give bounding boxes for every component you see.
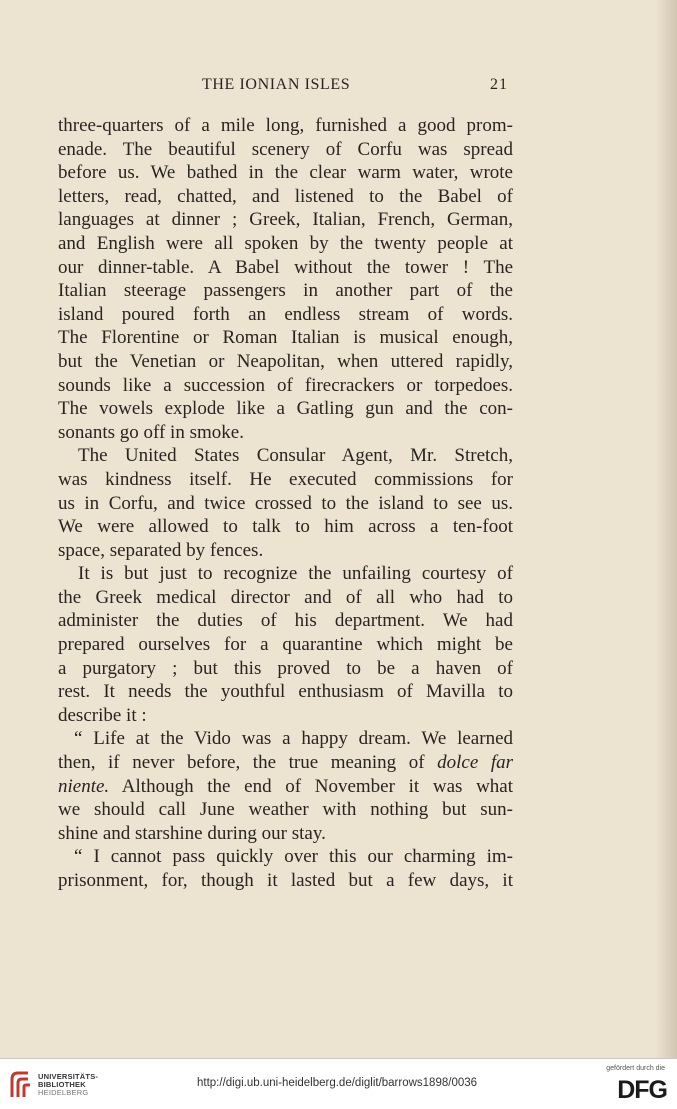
text-line: prisonment, for, though it lasted but a few days, it: [58, 870, 513, 891]
library-logo[interactable]: [8, 1067, 99, 1103]
text-line: sounds like a succession of firecrackers or torpedoes.: [58, 374, 513, 396]
text-line: “ I cannot pass quickly over this our charming im-: [74, 846, 513, 868]
text-line: The United States Consular Agent, Mr. Stretch,: [78, 445, 513, 467]
text-line: The Florentine or Roman Italian is musical enough,: [58, 327, 513, 349]
text-line: and English were all spoken by the twenty people at: [58, 232, 513, 254]
dfg-logo[interactable]: DFG: [617, 1076, 667, 1104]
running-title: THE IONIAN ISLES: [202, 76, 351, 93]
text-line: Italian steerage passengers in another part of the: [58, 280, 513, 302]
library-emblem-icon: [8, 1069, 34, 1099]
page-number: 21: [490, 76, 508, 93]
body-text: [58, 114, 513, 893]
italic-phrase: dolce far: [437, 752, 513, 774]
text-line: before us. We bathed in the clear warm water, wrote: [58, 162, 513, 184]
text-line: rest. It needs the youthful enthusiasm of Mavilla to: [58, 681, 513, 703]
text-line: three-quarters of a mile long, furnished a good prom-: [58, 115, 513, 136]
text-line: prepared ourselves for a quarantine which might be: [58, 634, 513, 656]
text-line: us in Corfu, and twice crossed to the island to see us.: [58, 492, 513, 514]
text-line: “ Life at the Vido was a happy dream. We learned: [74, 728, 513, 750]
text-segment: niente. Although the end of November it was what: [58, 775, 513, 797]
text-line: languages at dinner ; Greek, Italian, French, German,: [58, 209, 513, 231]
text-line: but the Venetian or Neapolitan, when uttered rapidly,: [58, 350, 513, 372]
digitization-footer: [0, 1058, 677, 1109]
text-line-italic-start: [58, 775, 513, 799]
text-line: administer the duties of his department. We had: [58, 610, 513, 632]
text-line-with-italic: [58, 751, 513, 775]
text-line: We were allowed to talk to him across a ten-foot: [58, 516, 513, 538]
text-line: our dinner-table. A Babel without the tower ! The: [58, 256, 513, 278]
text-line: shine and starshine during our stay.: [58, 822, 326, 844]
text-line: It is but just to recognize the unfailing courtesy of: [78, 563, 513, 585]
text-line: a purgatory ; but this proved to be a haven of: [58, 657, 513, 679]
library-name: UNIVERSITÄTS- BIBLIOTHEK HEIDELBERG: [38, 1072, 99, 1097]
text-line: space, separated by fences.: [58, 539, 264, 561]
text-line: was kindness itself. He executed commissions for: [58, 468, 513, 490]
permalink-url[interactable]: http://digi.ub.uni-heidelberg.de/diglit/barrows1898/0036: [197, 1077, 478, 1089]
text-line: we should call June weather with nothing but sun-: [58, 799, 513, 821]
funding-note: gefördert durch die: [606, 1065, 665, 1072]
running-header: [0, 76, 677, 96]
text-line: sonants go off in smoke.: [58, 421, 244, 443]
text-line: island poured forth an endless stream of words.: [58, 303, 513, 325]
text-line: enade. The beautiful scenery of Corfu was spread: [58, 138, 513, 160]
text-segment: then, if never before, the true meaning of: [58, 752, 425, 774]
text-line: The vowels explode like a Gatling gun and the con-: [58, 398, 513, 420]
text-line: describe it :: [58, 704, 147, 726]
text-line: letters, read, chatted, and listened to the Babel of: [58, 185, 513, 207]
text-line: the Greek medical director and of all who had to: [58, 586, 513, 608]
